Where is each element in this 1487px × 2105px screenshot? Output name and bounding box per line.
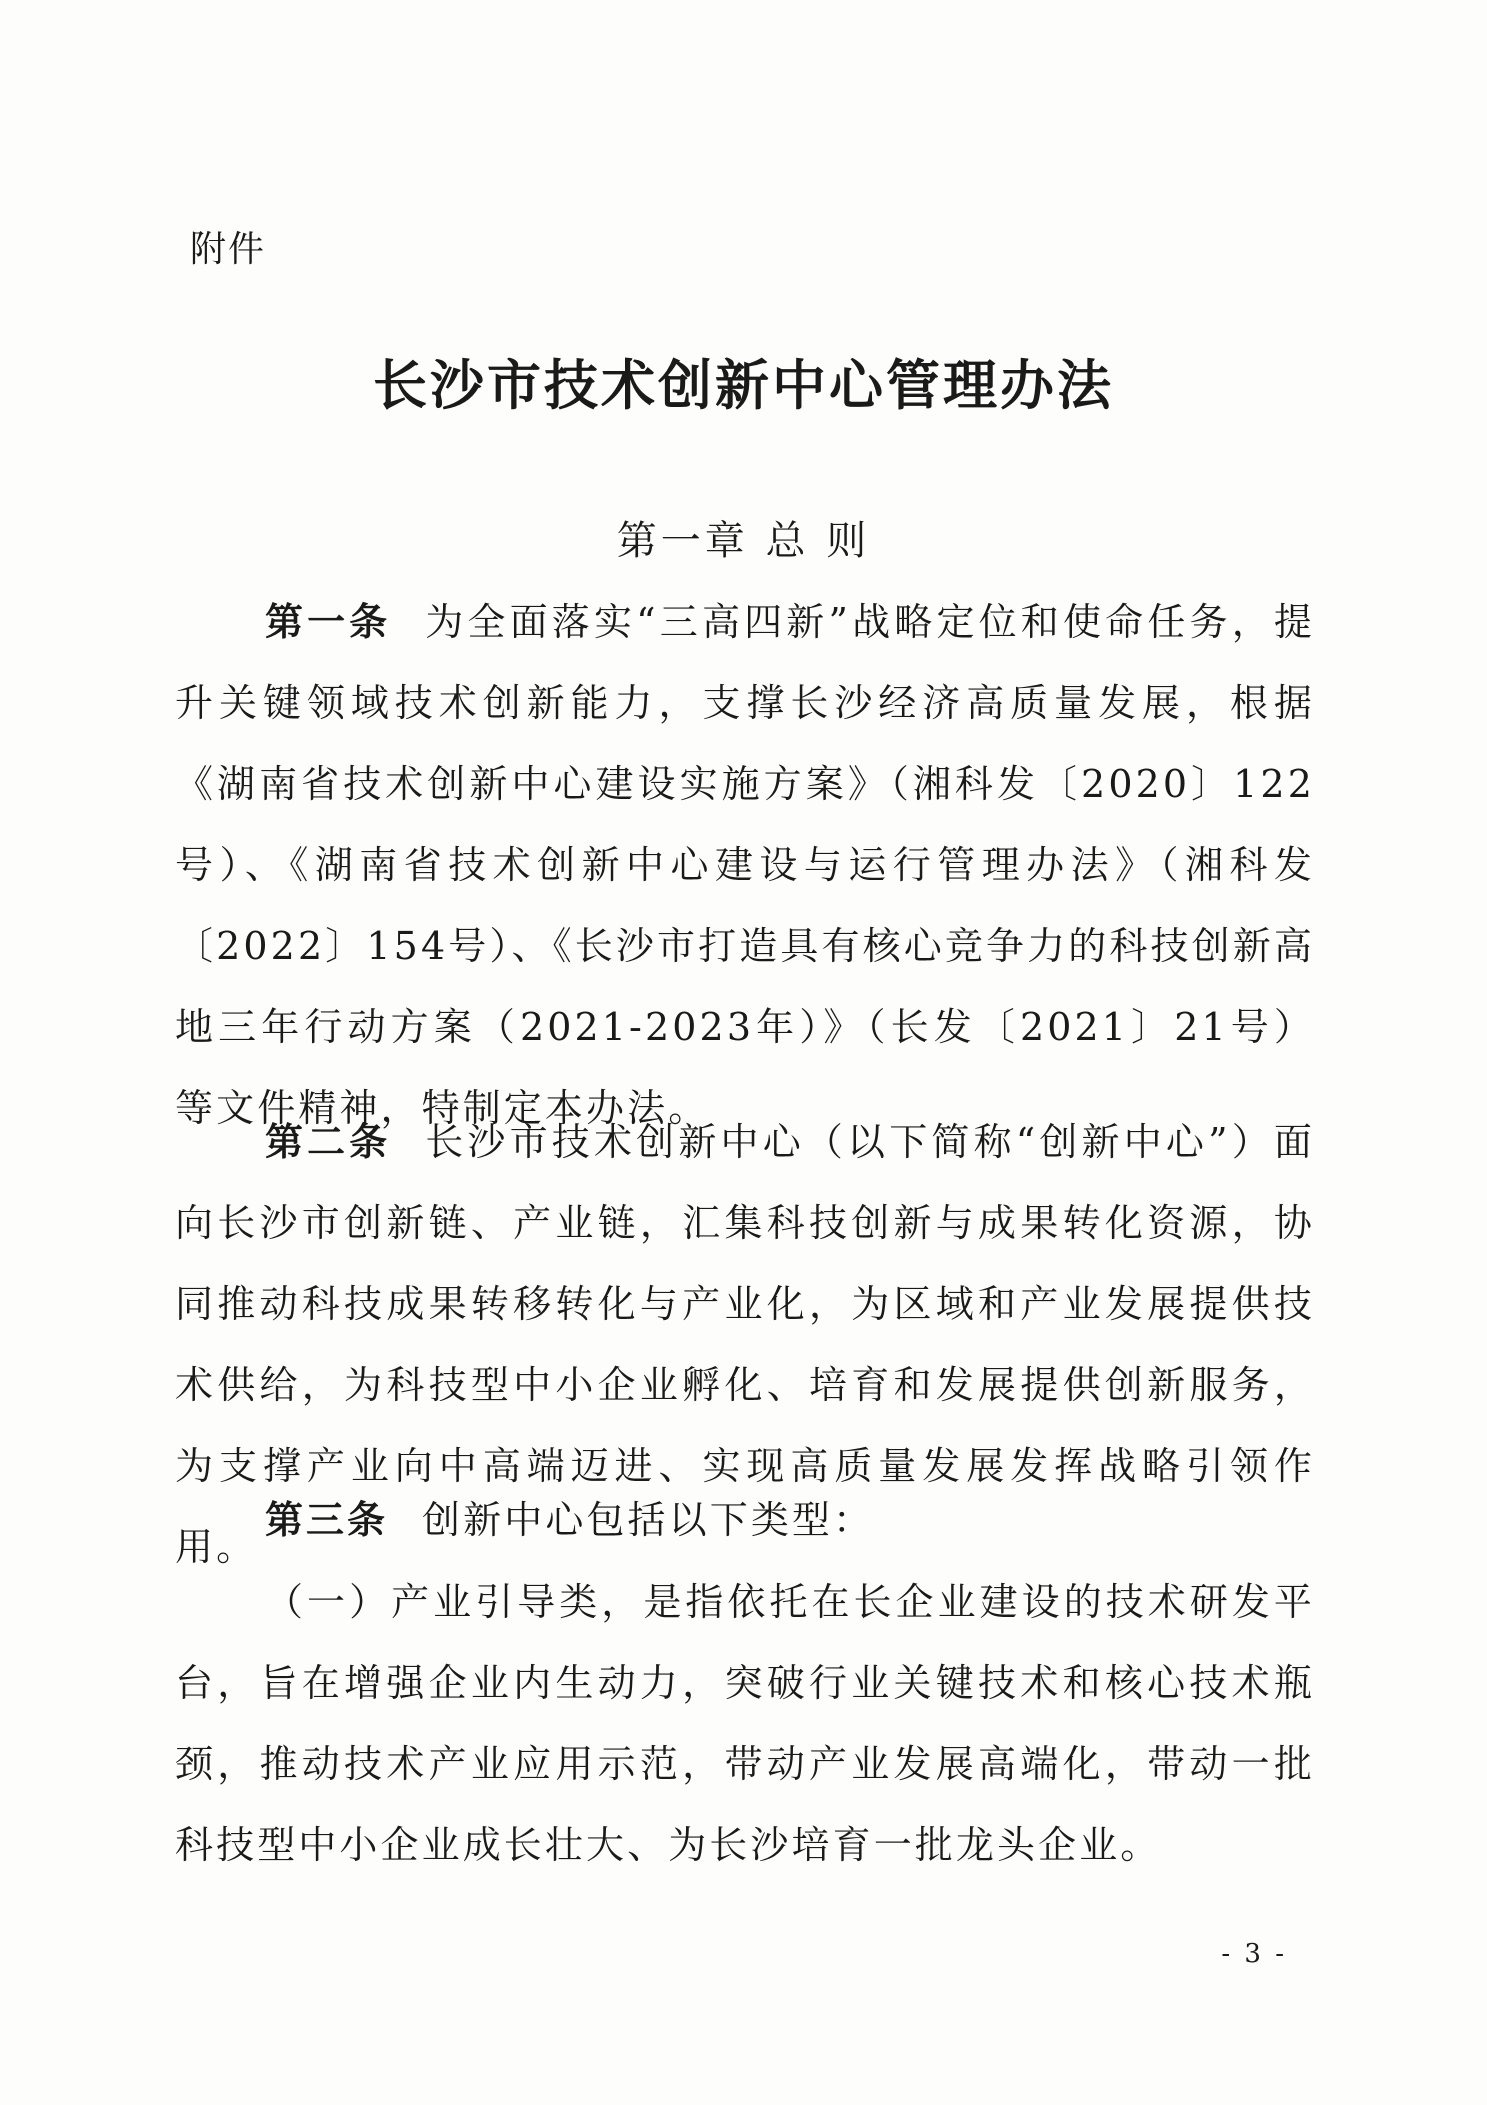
article-label: 第一条: [265, 600, 392, 644]
article-paragraph: [175, 582, 1315, 1149]
article-text: 为全面落实“三高四新”战略定位和使命任务，提升关键领域技术创新能力，支撑长沙经济高质量发展，根据《湖南省技术创新中心建设实施方案》（湘科发〔2020〕122号）、《湖南省技术创新中心建设与运行管理办法》（湘科发〔2022〕154号）、《长沙市打造具有核心竞争力的科技创新高地三年行动方案（2021-2023年）》（长发〔2021〕21号）等文件精神，特制定本办法。: [175, 600, 1315, 1130]
sub-item-text: （一）产业引导类，是指依托在长企业建设的技术研发平台，旨在增强企业内生动力，突破行业关键技术和核心技术瓶颈，推动技术产业应用示范，带动产业发展高端化，带动一批科技型中小企业成长壮大、为长沙培育一批龙头企业。: [175, 1580, 1315, 1867]
article-text: 长沙市技术创新中心（以下简称“创新中心”）面向长沙市创新链、产业链，汇集科技创新与成果转化资源，协同推动科技成果转移转化与产业化，为区域和产业发展提供技术供给，为科技型中小企业孵化、培育和发展提供创新服务，为支撑产业向中高端迈进、实现高质量发展发挥战略引领作用。: [175, 1120, 1315, 1569]
article-label: 第三条: [265, 1498, 389, 1542]
document-title: 长沙市技术创新中心管理办法: [373, 353, 1114, 417]
article-paragraph: [175, 1480, 1315, 1561]
article-text: 创新中心包括以下类型：: [422, 1498, 875, 1542]
sub-item-paragraph: [175, 1562, 1315, 1886]
page-number: - 3 -: [1221, 1939, 1287, 1969]
article-label: 第二条: [265, 1120, 392, 1164]
attachment-label: 附件: [190, 229, 267, 270]
chapter-heading: 第一章 总 则: [616, 518, 871, 564]
